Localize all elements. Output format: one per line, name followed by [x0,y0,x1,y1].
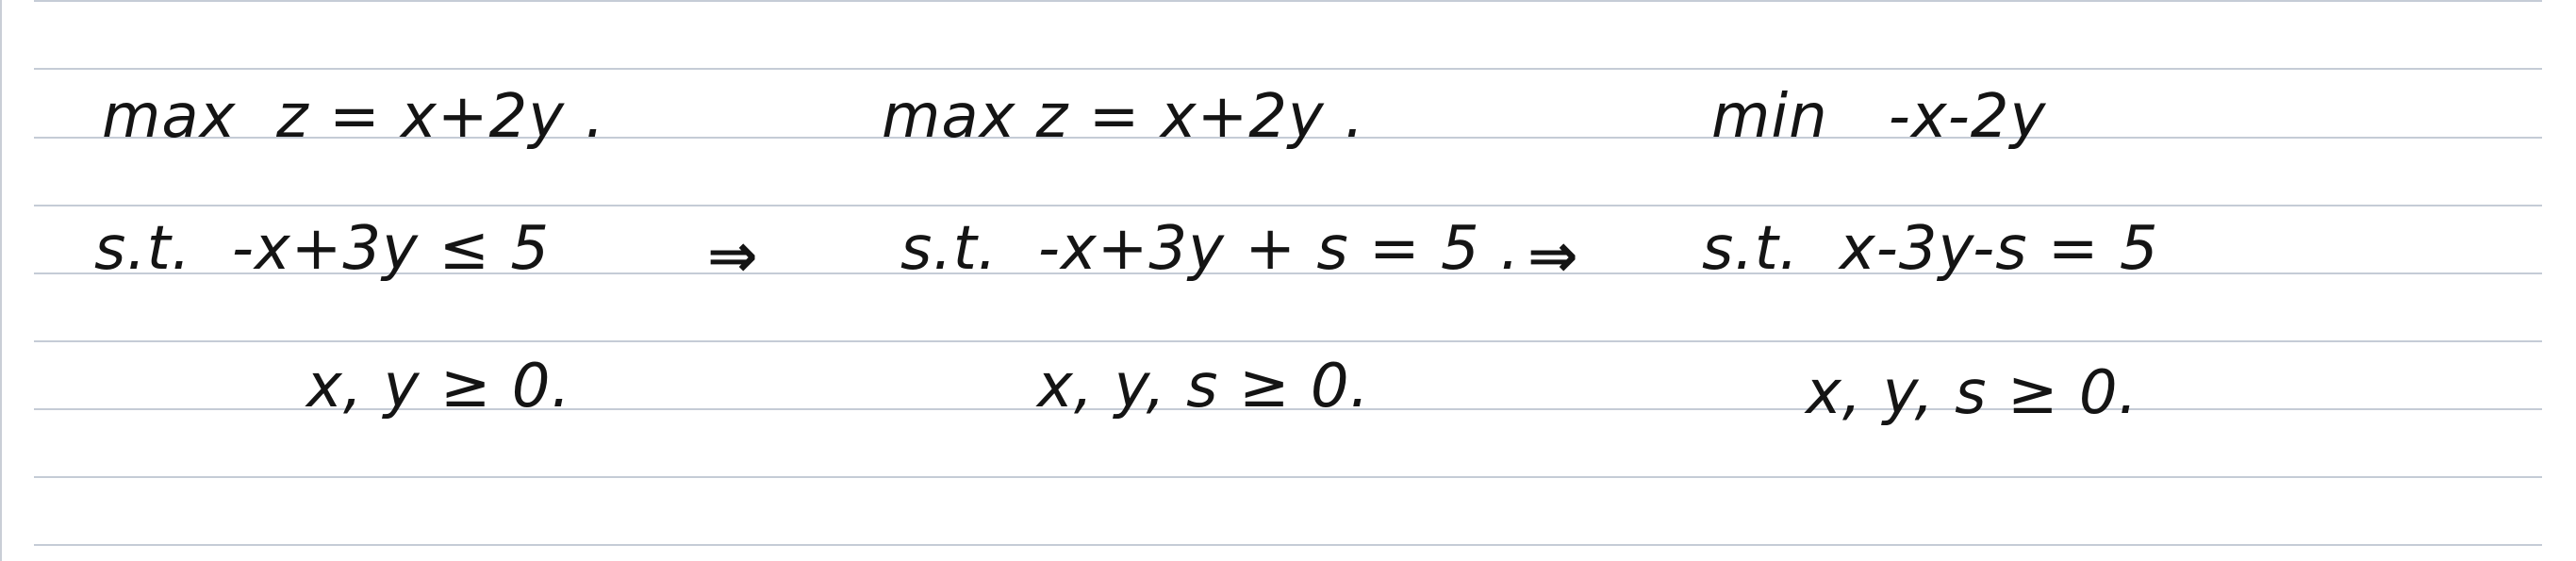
standard-constraint: s.t. -x+3y + s = 5 . [900,214,1521,284]
min-constraint: s.t. x-3y-s = 5 [1702,214,2159,284]
implies-arrow-icon: ⇒ [1527,222,1578,291]
standard-objective: max z = x+2y . [882,82,1365,152]
ruled-line [34,476,2542,478]
standard-nonnegativity: x, y, s ≥ 0. [1037,352,1370,421]
ruled-line [34,544,2542,546]
ruled-line [34,0,2542,2]
ruled-line [34,340,2542,342]
min-nonnegativity: x, y, s ≥ 0. [1806,358,2138,428]
implies-arrow-icon: ⇒ [707,222,758,291]
page-border [0,0,2,561]
ruled-line [34,205,2542,206]
original-nonnegativity: x, y ≥ 0. [306,352,571,421]
ruled-line [34,68,2542,70]
original-constraint: s.t. -x+3y ≤ 5 [94,214,551,284]
original-objective: max z = x+2y . [102,82,605,152]
min-objective: min -x-2y [1711,82,2047,152]
